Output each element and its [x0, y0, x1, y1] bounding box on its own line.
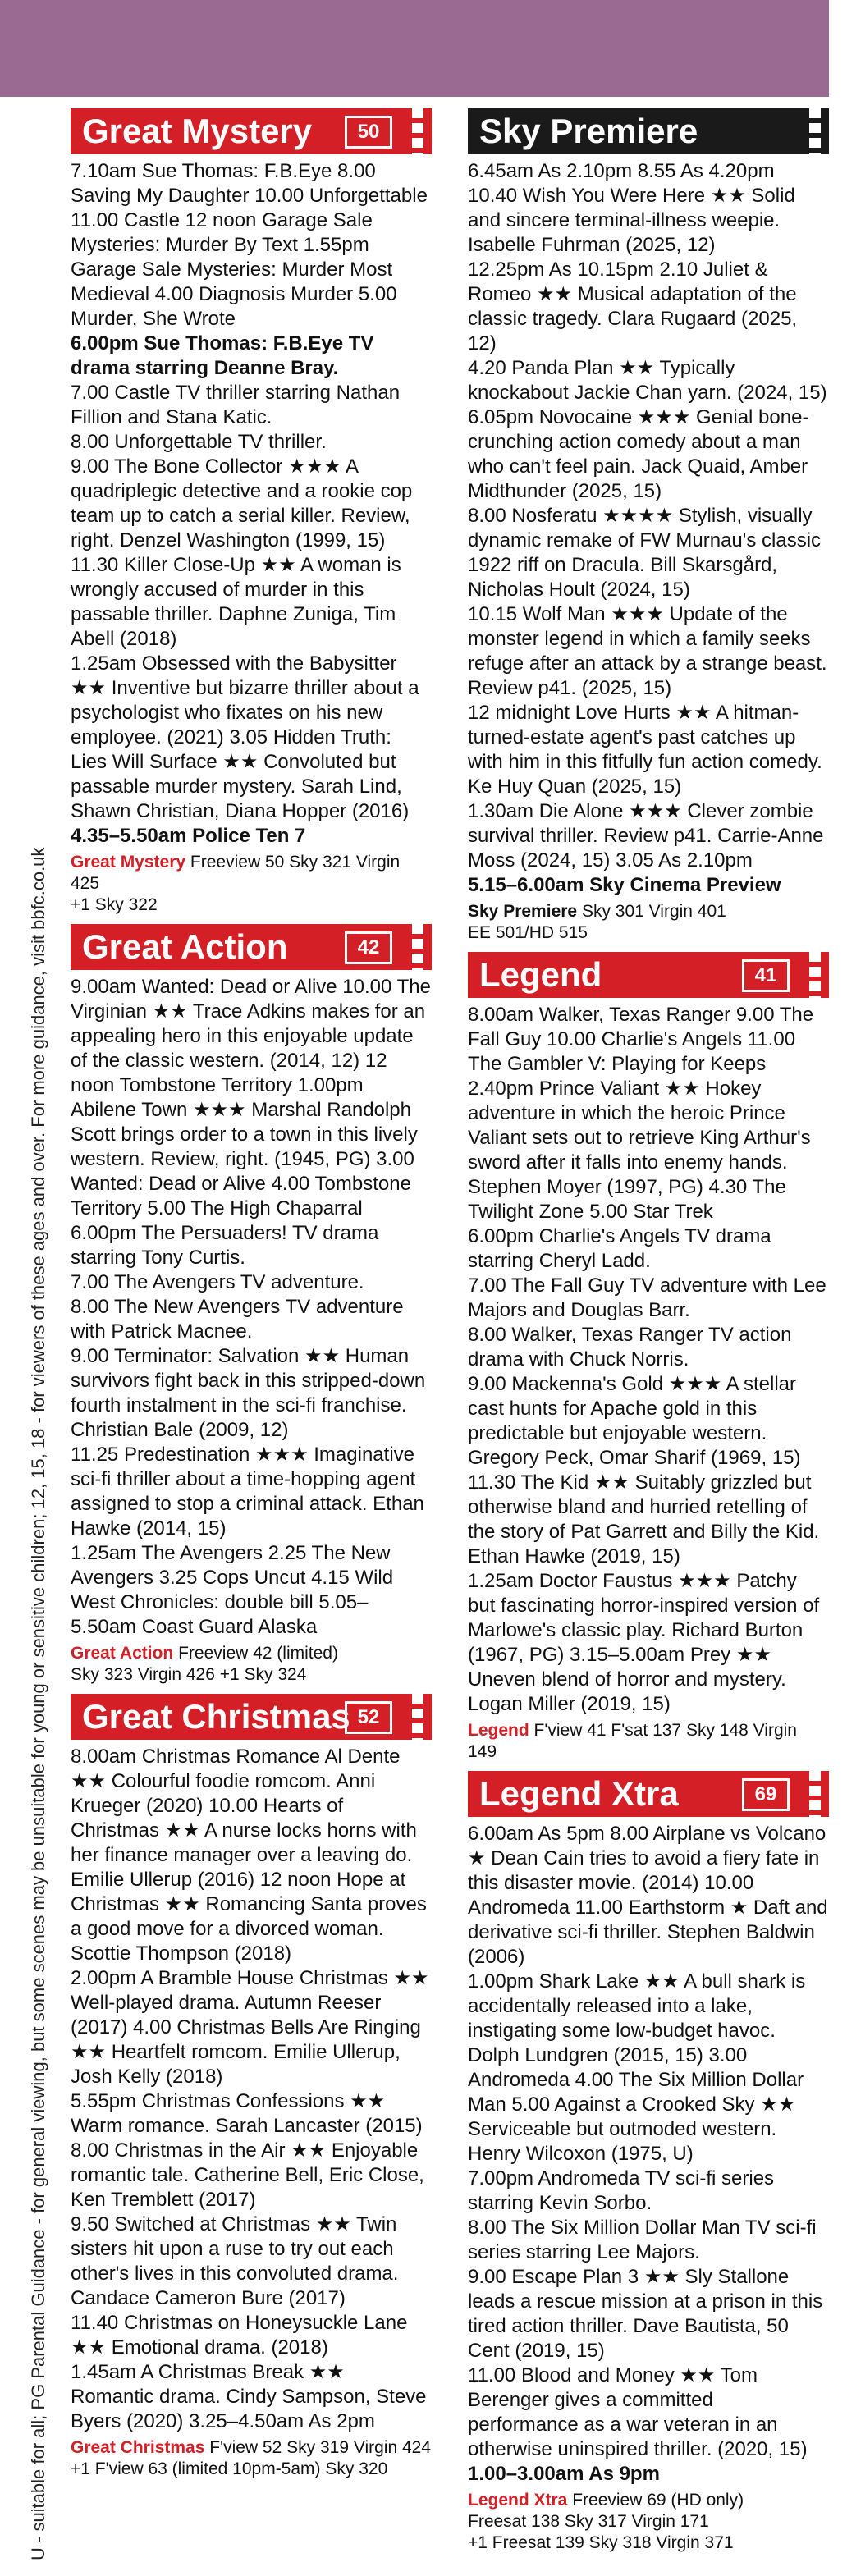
footer-line: +1 Freesat 139 Sky 318 Virgin 371 [468, 2533, 734, 2552]
listing: 1.00–3.00am As 9pm [468, 2463, 660, 2485]
footer-line: Freeview 69 (HD only) [572, 2491, 744, 2510]
footer-channel: Legend Xtra [468, 2491, 568, 2510]
listing: 6.45am As 2.10pm 8.55 As 4.20pm 10.40 Wish You Were Here ★★ Solid and sincere terminal-illness weepie. Isabelle Fuhrman (2025, 12) [468, 160, 795, 256]
listing: 4.20 Panda Plan ★★ Typically knockabout Jackie Chan yarn. (2024, 15) [468, 357, 827, 404]
channel-header [468, 108, 829, 154]
listing: 11.30 The Kid ★★ Suitably grizzled but otherwise bland and hurried retelling of the story of Pat Garrett and Billy the Kid. Ethan Hawke (2019, 15) [468, 1471, 820, 1567]
listing: 9.00 The Bone Collector ★★★ A quadriplegic detective and a rookie cop team up to catch a serial killer. Review, right. Denzel Washington (1999, 15) [71, 455, 413, 551]
listing: 7.00 The Avengers TV adventure. [71, 1271, 364, 1293]
footer-line: +1 F'view 63 (limited 10pm-5am) Sky 320 [71, 2459, 388, 2478]
channel-title: Legend Xtra [479, 1774, 679, 1813]
section-great-christmas [71, 1694, 432, 2480]
footer-line: +1 Sky 322 [71, 895, 158, 914]
channel-footer [468, 2490, 829, 2554]
listing: 2.00pm A Bramble House Christmas ★★ Well-played drama. Autumn Reeser (2017) 4.00 Christmas Bells Are Ringing ★★ Heartfelt romcom. Emilie Ullerup, Josh Kelly (2018) [71, 1967, 429, 2088]
stripe-icon [809, 1771, 821, 1817]
channel-title: Great Action [82, 927, 288, 966]
listing: 1.25am Doctor Faustus ★★★ Patchy but fascinating horror-inspired version of Marlowe's classic play. Richard Burton (1967, PG) 3.15–5.00am Prey ★★ Uneven blend of horror and mystery. Logan Miller (2019, 15) [468, 1570, 820, 1715]
listing: 7.00 Castle TV thriller starring Nathan Fillion and Stana Katic. [71, 382, 401, 428]
listings [468, 154, 829, 898]
listing: 8.00 Christmas in the Air ★★ Enjoyable romantic tale. Catherine Bell, Eric Close, Ken Tremblett (2017) [71, 2139, 424, 2211]
footer-line: Sky 323 Virgin 426 +1 Sky 324 [71, 1665, 307, 1684]
footer-line: Freesat 138 Sky 317 Virgin 171 [468, 2512, 709, 2531]
right-column [468, 108, 829, 2562]
channel-title: Great Christmas [82, 1697, 350, 1736]
footer-line: F'view 52 Sky 319 Virgin 424 [209, 2438, 432, 2457]
listing: 9.00am Wanted: Dead or Alive 10.00 The Virginian ★★ Trace Adkins makes for an appealing hero in this enjoyable update of the classic western. (2014, 12) 12 noon Tombstone Territory 1.00pm Abilene Town ★★★ Marshal Randolph Scott brings order to a town in this lively western. Review, right. (1945, PG) 3.00 Wanted: Dead or Alive 4.00 Tombstone Territory 5.00 The High Chaparral [71, 976, 431, 1219]
stripe-icon [809, 952, 821, 998]
listing: 11.40 Christmas on Honeysuckle Lane ★★ Emotional drama. (2018) [71, 2312, 408, 2359]
channel-number-badge: 50 [345, 116, 392, 149]
footer-line: Sky 301 Virgin 401 [581, 902, 726, 921]
channel-header [71, 924, 432, 970]
listing: 1.25am The Avengers 2.25 The New Avengers 3.25 Cops Uncut 4.15 Wild West Chronicles: double bill 5.05–5.50am Coast Guard Alaska [71, 1542, 394, 1638]
channel-number-badge: 52 [345, 1701, 392, 1734]
listings [468, 998, 829, 1717]
listing: 11.25 Predestination ★★★ Imaginative sci-fi thriller about a time-hopping agent assigned to stop a criminal attack. Ethan Hawke (2014, 15) [71, 1444, 424, 1540]
footer-line: EE 501/HD 515 [468, 923, 588, 942]
listing: 8.00 Walker, Texas Ranger TV action drama with Chuck Norris. [468, 1324, 792, 1370]
footer-channel: Legend [468, 1721, 529, 1740]
listing: 4.35–5.50am Police Ten 7 [71, 825, 306, 847]
stripe-icon [412, 108, 424, 154]
listing: 6.00pm Charlie's Angels TV drama starring Cheryl Ladd. [468, 1225, 771, 1272]
listing: 7.00 The Fall Guy TV adventure with Lee Majors and Douglas Barr. [468, 1274, 826, 1321]
stripe-icon [412, 924, 424, 970]
footer-channel: Great Action [71, 1644, 174, 1663]
listing: 6.00pm Sue Thomas: F.B.Eye TV drama starring Deanne Bray. [71, 332, 374, 379]
listings [71, 970, 432, 1640]
listing: 1.25am Obsessed with the Babysitter ★★ Inventive but bizarre thriller about a psychologist who fixates on his new employee. (2021) 3.05 Hidden Truth: Lies Will Surface ★★ Convoluted but passable murder mystery. Sarah Lind, Shawn Christian, Diana Hopper (2016) [71, 652, 419, 822]
listing: 8.00 The New Avengers TV adventure with Patrick Macnee. [71, 1296, 404, 1343]
footer-line: F'view 41 F'sat 137 Sky 148 Virgin 149 [468, 1721, 797, 1761]
listings [71, 1740, 432, 2434]
footer-channel: Great Mystery [71, 853, 186, 872]
footer-line: Freeview 50 Sky 321 Virgin 425 [71, 853, 401, 893]
channel-header [71, 1694, 432, 1740]
channel-title: Sky Premiere [479, 112, 698, 150]
bbfc-ratings-note: U - suitable for all; PG Parental Guidance - for general viewing, but some scenes may be unsuitable for young or sensitive children; 12, 15, 18 - for viewers of these ages and over. For more guidance, visit bbfc.co.uk [28, 847, 48, 2560]
section-legend-xtra [468, 1771, 829, 2554]
listing: 11.30 Killer Close-Up ★★ A woman is wrongly accused of murder in this passable thriller. Daphne Zuniga, Tim Abell (2018) [71, 554, 401, 650]
footer-channel: Great Christmas [71, 2438, 205, 2457]
listing: 1.30am Die Alone ★★★ Clever zombie survival thriller. Review p41. Carrie-Anne Moss (2024, 15) 3.05 As 2.10pm [468, 800, 824, 872]
listing: 7.10am Sue Thomas: F.B.Eye 8.00 Saving My Daughter 10.00 Unforgettable 11.00 Castle 12 noon Garage Sale Mysteries: Murder By Text 1.55pm Garage Sale Mysteries: Murder Most Medieval 4.00 Diagnosis Murder 5.00 Murder, She Wrote [71, 160, 428, 330]
listing: 10.15 Wolf Man ★★★ Update of the monster legend in which a family seeks refuge after an attack by a strange beast. Review p41. (2025, 15) [468, 603, 827, 699]
listing: 8.00am Christmas Romance Al Dente ★★ Colourful foodie romcom. Anni Krueger (2020) 10.00 Hearts of Christmas ★★ A nurse locks horns with her finance manager over a leaving do. Emilie Ullerup (2016) 12 noon Hope at Christmas ★★ Romancing Santa proves a good move for a divorced woman. Scottie Thompson (2018) [71, 1746, 427, 1965]
listing: 9.50 Switched at Christmas ★★ Twin sisters hit upon a ruse to try out each other's lives in this convoluted drama. Candace Cameron Bure (2017) [71, 2213, 399, 2309]
listing: 5.15–6.00am Sky Cinema Preview [468, 874, 781, 896]
channel-footer [71, 852, 432, 916]
top-banner [0, 0, 829, 97]
section-great-action [71, 924, 432, 1686]
section-legend [468, 952, 829, 1763]
listing: 8.00 Nosferatu ★★★★ Stylish, visually dynamic remake of FW Murnau's classic 1922 riff on Dracula. Bill Skarsgård, Nicholas Hoult (2024, 15) [468, 505, 822, 601]
listings [468, 1817, 829, 2487]
stripe-icon [412, 1694, 424, 1740]
listing: 1.45am A Christmas Break ★★ Romantic drama. Cindy Sampson, Steve Byers (2020) 3.25–4.50am As 2pm [71, 2361, 427, 2432]
channel-header [468, 952, 829, 998]
footer-line: Freeview 42 (limited) [178, 1644, 338, 1663]
listing: 8.00 Unforgettable TV thriller. [71, 431, 327, 453]
channel-number-badge: 69 [742, 1778, 790, 1811]
left-column [71, 108, 432, 2488]
listing: 8.00am Walker, Texas Ranger 9.00 The Fall Guy 10.00 Charlie's Angels 11.00 The Gambler V: Playing for Keeps 2.40pm Prince Valiant ★★ Hokey adventure in which the heroic Prince Valiant sets out to retrieve King Arthur's sword after it falls into enemy hands. Stephen Moyer (1997, PG) 4.30 The Twilight Zone 5.00 Star Trek [468, 1004, 814, 1223]
channel-number-badge: 41 [742, 959, 790, 992]
listings [71, 154, 432, 849]
channel-title: Legend [479, 955, 602, 994]
listing: 8.00 The Six Million Dollar Man TV sci-fi series starring Lee Majors. [468, 2217, 817, 2263]
channel-footer [468, 1720, 829, 1763]
channel-header [468, 1771, 829, 1817]
channel-header [71, 108, 432, 154]
listing: 9.00 Escape Plan 3 ★★ Sly Stallone leads a rescue mission at a prison in this tired action thriller. Dave Bautista, 50 Cent (2019, 15) [468, 2266, 823, 2362]
listing: 1.00pm Shark Lake ★★ A bull shark is accidentally released into a lake, instigating some low-budget havoc. Dolph Lundgren (2015, 15) 3.00 Andromeda 4.00 The Six Million Dollar Man 5.00 Against a Crooked Sky ★★ Serviceable but outmoded western. Henry Wilcoxon (1975, U) [468, 1970, 806, 2165]
listing: 9.00 Mackenna's Gold ★★★ A stellar cast hunts for Apache gold in this predictable but enjoyable western. Gregory Peck, Omar Sharif (1969, 15) [468, 1373, 801, 1469]
channel-footer [71, 2437, 432, 2480]
listing: 6.00pm The Persuaders! TV drama starring Tony Curtis. [71, 1222, 379, 1269]
stripe-icon [809, 108, 821, 154]
listing: 9.00 Terminator: Salvation ★★ Human survivors fight back in this stripped-down fourth instalment in the sci-fi franchise. Christian Bale (2009, 12) [71, 1345, 426, 1441]
listing: 7.00pm Andromeda TV sci-fi series starring Kevin Sorbo. [468, 2167, 775, 2214]
listing: 5.55pm Christmas Confessions ★★ Warm romance. Sarah Lancaster (2015) [71, 2090, 423, 2137]
section-great-mystery [71, 108, 432, 916]
channel-number-badge: 42 [345, 931, 392, 964]
listing: 12 midnight Love Hurts ★★ A hitman-turned-estate agent's past catches up with him in this fitfully fun action comedy. Ke Huy Quan (2025, 15) [468, 702, 822, 798]
footer-channel: Sky Premiere [468, 902, 578, 921]
channel-title: Great Mystery [82, 112, 313, 150]
listing: 6.05pm Novocaine ★★★ Genial bone-crunching action comedy about a man who can't feel pain. Jack Quaid, Amber Midthunder (2025, 15) [468, 406, 809, 502]
listing: 6.00am As 5pm 8.00 Airplane vs Volcano ★ Dean Cain tries to avoid a fiery fate in this disaster movie. (2014) 10.00 Andromeda 11.00 Earthstorm ★ Daft and derivative sci-fi thriller. Stephen Baldwin (2006) [468, 1823, 828, 1968]
listing: 11.00 Blood and Money ★★ Tom Berenger gives a committed performance as a war veteran in an otherwise uninspired thriller. (2020, 15) [468, 2364, 808, 2460]
channel-footer [71, 1643, 432, 1686]
section-sky-premiere [468, 108, 829, 944]
channel-footer [468, 901, 829, 944]
listing: 12.25pm As 10.15pm 2.10 Juliet & Romeo ★★ Musical adaptation of the classic tragedy. Clara Rugaard (2025, 12) [468, 259, 798, 355]
